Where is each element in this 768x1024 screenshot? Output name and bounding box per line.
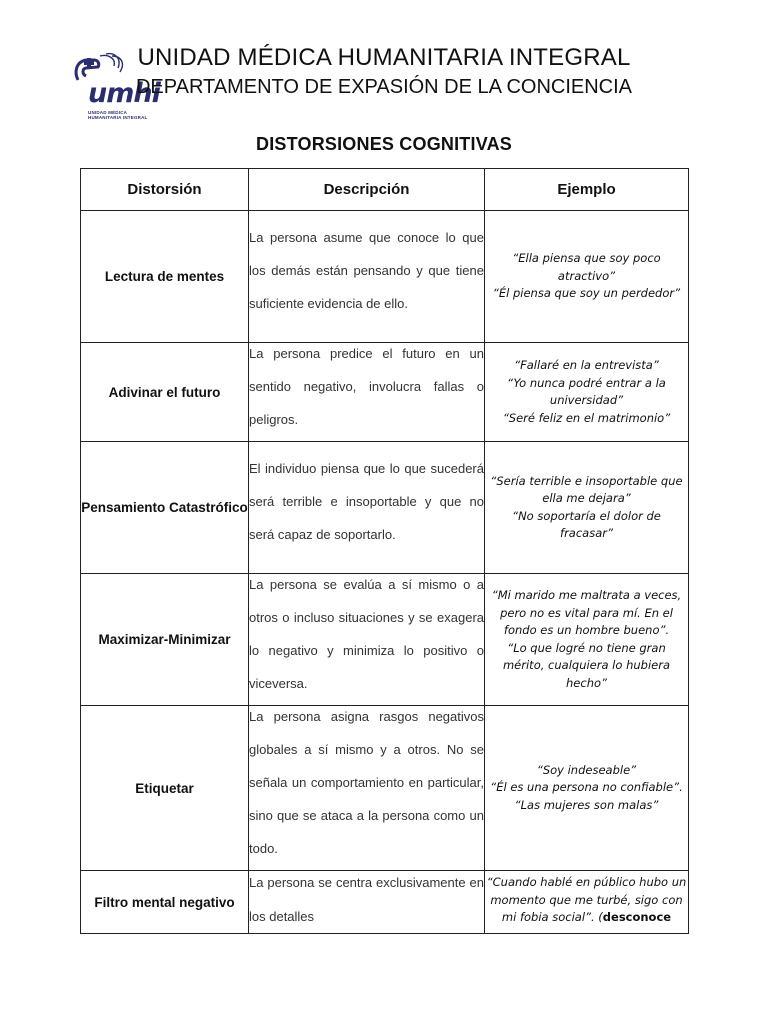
distortion-example [485,343,689,442]
logo-wordmark: umhi [88,78,160,109]
logo-subtitle-1: UNIDAD MÉDICA [88,110,128,115]
description-text: La persona se centra exclusivamente en los detalles [249,874,484,924]
distortion-name: Etiquetar [81,706,249,871]
distortion-description [249,442,485,574]
logo-subtitle-2: HUMANITARIA INTEGRAL [88,115,148,120]
example-line: “Seré feliz en el matrimonio” [502,410,671,425]
example-line: “Las mujeres son malas” [514,797,659,812]
example-line: “Él es una persona no confiable”. [490,780,683,795]
header-distorsion: Distorsión [81,169,249,211]
table-row [81,574,689,706]
distortion-example [485,706,689,871]
description-text: La persona se evalúa a sí mismo o a otros o incluso situaciones y se exagera lo negativo y minimiza lo positivo o viceversa. [249,576,484,691]
example-line: “Lo que logré no tiene gran mérito, cualquiera lo hubiera hecho” [502,640,670,690]
example-line: “Sería terrible e insoportable que ella me dejara” [490,473,683,505]
example-line: “Mi marido me maltrata a veces, pero no es vital para mí. En el fondo es un hombre bueno”. [491,588,682,637]
header-descripcion: Descripción [249,169,485,211]
distortion-description [249,871,485,934]
description-text: La persona asume que conoce lo que los demás están pensando y que tiene suficiente evidencia de ello. [249,230,484,311]
distortion-example [485,211,689,343]
example-clip [485,874,688,930]
distortion-description [249,211,485,343]
description-text: La persona asigna rasgos negativos globales a sí mismo y a otros. No se señala un comportamiento en particular, sino que se ataca a la persona como un todo. [249,708,484,856]
table-row [81,343,689,442]
distortion-description [249,706,485,871]
distortion-name: Filtro mental negativo [81,871,249,934]
description-text: La persona predice el futuro en un sentido negativo, involucra fallas o peligros. [249,345,484,427]
distortion-description [249,574,485,706]
document-header [0,0,768,130]
table-row [81,871,689,934]
header-ejemplo: Ejemplo [485,169,689,211]
distortion-name: Lectura de mentes [81,211,249,343]
distortion-name: Maximizar-Minimizar [81,574,249,706]
example-line: “Él piensa que soy un perdedor” [492,286,681,301]
distortion-example [485,442,689,574]
distortion-description [249,343,485,442]
example-bold-text: desconoce [602,910,672,924]
example-line: “Ella piensa que soy poco atractivo” [512,251,661,283]
example-line [485,874,688,927]
distortion-example [485,574,689,706]
table-row [81,706,689,871]
table-row [81,442,689,574]
example-text: “Cuando hablé en público hubo un momento que me turbé, sigo con mi fobia social”. ( [486,875,687,924]
distortion-name: Pensamiento Catastrófico [81,442,249,574]
distortion-example [485,871,689,934]
example-line: “No soportaría el dolor de fracasar” [512,508,661,540]
table-row [81,211,689,343]
description-text: El individuo piensa que lo que sucederá será terrible e insoportable y que no será capaz de soportarlo. [249,461,484,542]
organization-title: UNIDAD MÉDICA HUMANITARIA INTEGRAL [137,44,631,71]
description-text-clip [249,872,484,933]
distortion-name: Adivinar el futuro [81,343,249,442]
table-header-row [81,169,689,211]
example-line: “Soy indeseable” [536,762,637,777]
department-title: DEPARTAMENTO DE EXPASIÓN DE LA CONCIENCIA [135,76,633,98]
distortions-table [80,168,689,934]
document-title: DISTORSIONES COGNITIVAS [256,134,512,154]
example-line: “Fallaré en la entrevista” [514,358,659,372]
example-line: “Yo nunca podré entrar a la universidad” [507,375,666,407]
